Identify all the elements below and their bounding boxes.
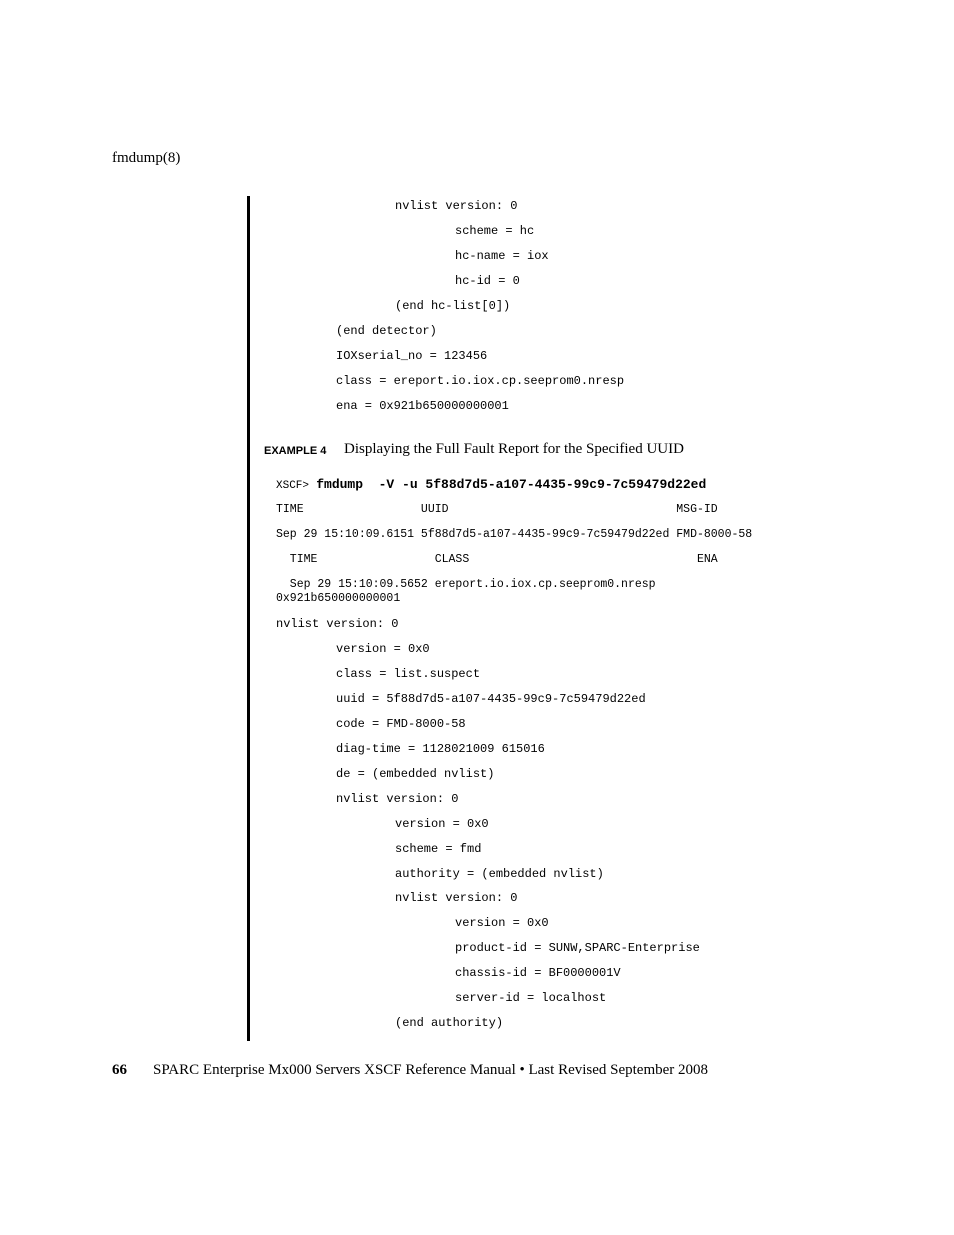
code-line: uuid = 5f88d7d5-a107-4435-99c9-7c59479d22ed [336, 691, 646, 706]
code-line: scheme = hc [455, 224, 535, 238]
code-line: de = (embedded nvlist) [336, 766, 495, 781]
running-header: fmdump(8) [112, 150, 181, 166]
table-row: Sep 29 15:10:09.6151 5f88d7d5-a107-4435-99c9-7c59479d22ed FMD-8000-58 [276, 528, 753, 541]
footer-text: SPARC Enterprise Mx000 Servers XSCF Reference Manual • Last Revised September 2008 [153, 1062, 709, 1078]
example-label: EXAMPLE 4 [264, 445, 327, 457]
code-line: product-id = SUNW,SPARC-Enterprise [455, 941, 700, 956]
code-line: version = 0x0 [336, 641, 430, 656]
code-line: nvlist version: 0 [276, 617, 399, 631]
code-line: nvlist version: 0 [336, 791, 459, 806]
code-line: ena = 0x921b650000000001 [336, 399, 509, 413]
code-line: diag-time = 1128021009 615016 [336, 741, 545, 756]
example-title: Displaying the Full Fault Report for the Specified UUID [344, 441, 684, 457]
command-line [276, 478, 706, 493]
code-line: code = FMD-8000-58 [336, 716, 466, 731]
table-sub-row-ena: 0x921b650000000001 [276, 592, 401, 605]
table-header: TIME UUID MSG-ID [276, 503, 718, 516]
code-line: chassis-id = BF0000001V [455, 966, 621, 981]
code-line: hc-name = iox [455, 249, 549, 263]
code-line: scheme = fmd [395, 841, 482, 856]
code-line: hc-id = 0 [455, 274, 520, 288]
code-line: IOXserial_no = 123456 [336, 349, 488, 363]
code-line: server-id = localhost [455, 991, 607, 1006]
command-prompt: XSCF> [276, 480, 310, 492]
code-line: nvlist version: 0 [395, 199, 518, 213]
code-line: version = 0x0 [395, 816, 489, 831]
code-line: (end detector) [336, 324, 437, 338]
code-line: (end authority) [395, 1016, 504, 1031]
code-line: nvlist version: 0 [395, 891, 518, 906]
command-text: fmdump -V -u 5f88d7d5-a107-4435-99c9-7c59479d22ed [316, 477, 707, 492]
code-line: (end hc-list[0]) [395, 299, 511, 313]
code-line: class = ereport.io.iox.cp.seeprom0.nresp [336, 374, 625, 388]
change-bar [247, 196, 250, 1041]
code-line: authority = (embedded nvlist) [395, 866, 604, 881]
code-line: version = 0x0 [455, 916, 549, 931]
code-line: class = list.suspect [336, 666, 481, 681]
page-number: 66 [112, 1062, 127, 1078]
table-sub-row: Sep 29 15:10:09.5652 ereport.io.iox.cp.seeprom0.nresp [276, 578, 656, 591]
table-sub-header: TIME CLASS ENA [276, 553, 718, 566]
